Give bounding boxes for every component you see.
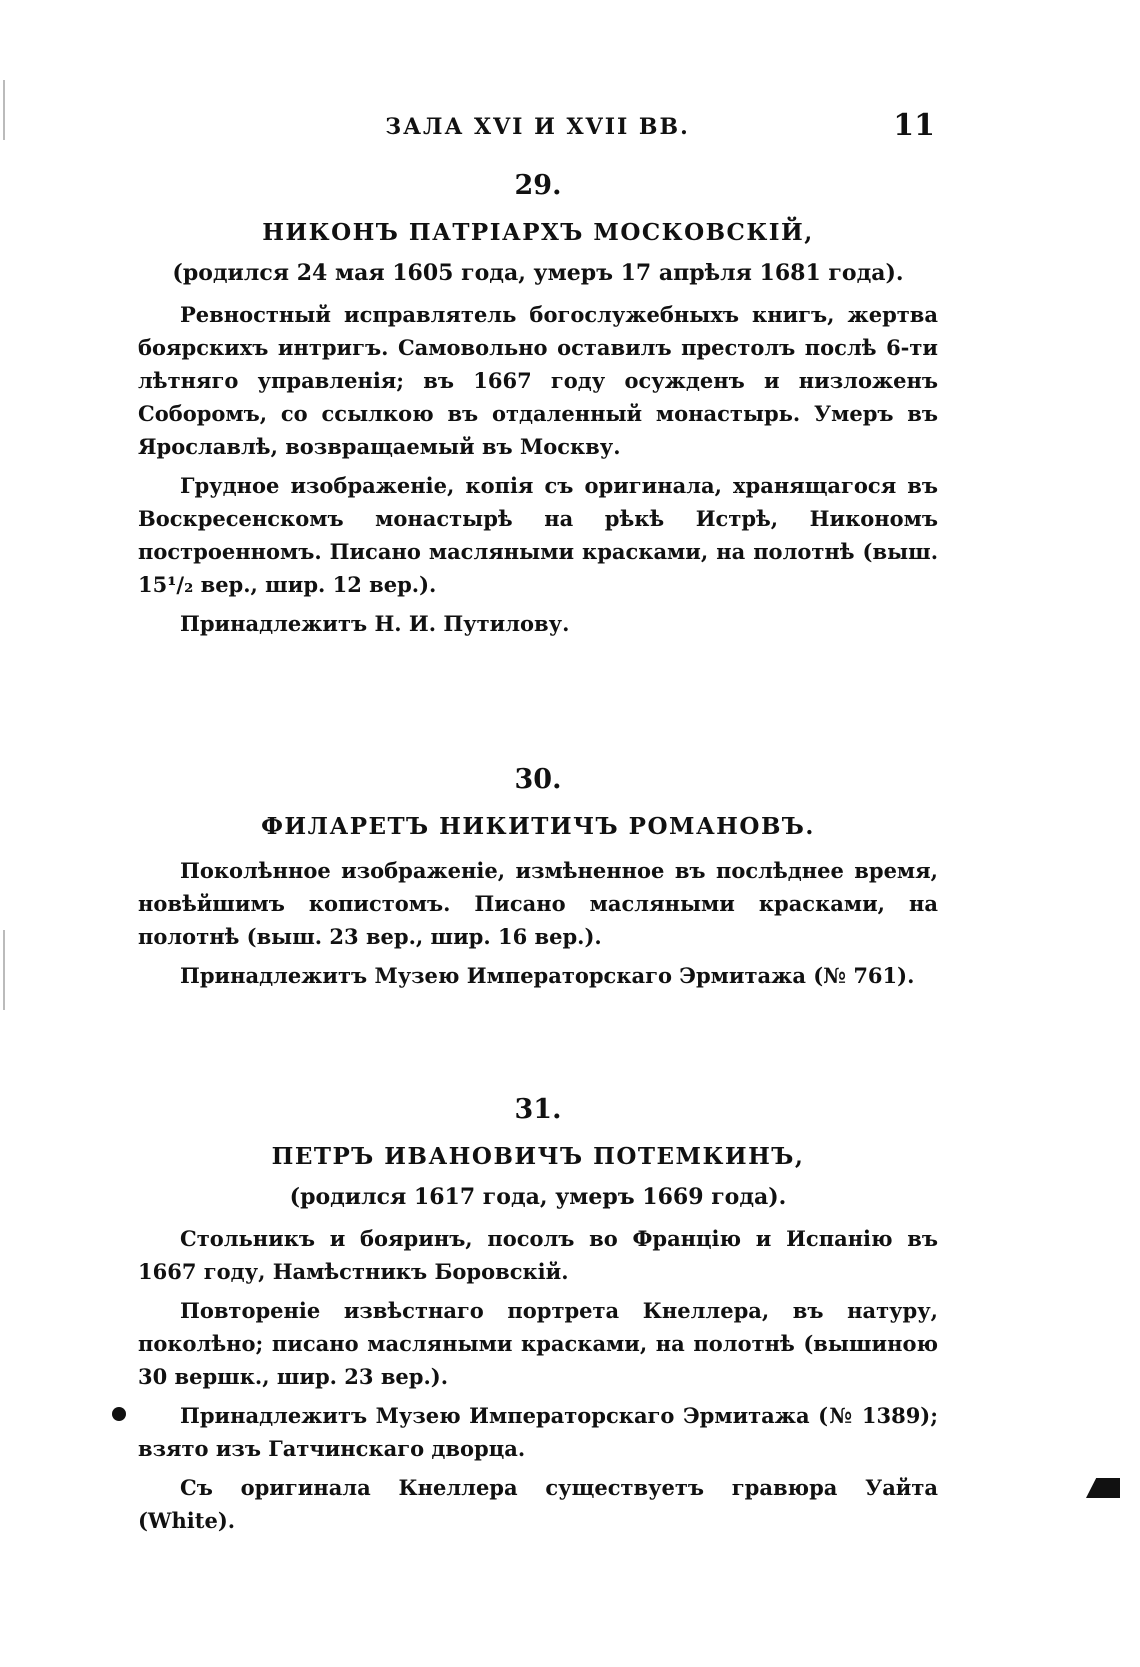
entry-dates: (родился 1617 года, умеръ 1669 года).: [289, 1184, 787, 1210]
entry-paragraph: Ревностный исправлятель богослужебныхъ книгъ, жертва боярскихъ интригъ. Самовольно оставилъ престолъ послѣ 6-ти лѣтняго управленія; въ 1667 году осужденъ и низложенъ Соборомъ, со ссылкою въ отдаленный монастырь. Умеръ въ Ярославлѣ, возвращаемый въ Москву.: [138, 302, 938, 459]
entry-paragraph: Повтореніе извѣстнаго портрета Кнеллера, въ натуру, поколѣно; писано масляными красками, на полотнѣ (вышиною 30 вершк., шир. 23 вер.).: [138, 1298, 938, 1389]
page-number: 11: [893, 108, 935, 143]
running-title: ЗАЛА XVI И XVII ВВ.: [385, 114, 690, 140]
entry-paragraph: Принадлежитъ Музею Императорскаго Эрмитажа (№ 761).: [180, 963, 915, 988]
entry-31: [138, 1094, 938, 1543]
running-head: [140, 108, 935, 148]
marked-paragraph: [138, 1399, 938, 1465]
entry-paragraph: Стольникъ и бояринъ, посолъ во Францію и Испанію въ 1667 году, Намѣстникъ Боровскій.: [138, 1226, 938, 1284]
entry-paragraph: Принадлежитъ Н. И. Путилову.: [180, 611, 570, 636]
bullet-mark-icon: [112, 1407, 126, 1421]
entry-number: 30.: [514, 764, 562, 795]
entry-name: ПЕТРЪ ИВАНОВИЧЪ ПОТЕМКИНЪ,: [271, 1143, 805, 1170]
entry-29: [138, 170, 938, 646]
entry-number: 29.: [514, 170, 562, 201]
entry-dates: (родился 24 мая 1605 года, умеръ 17 апрѣля 1681 года).: [172, 260, 904, 286]
entry-paragraph: Принадлежитъ Музею Императорскаго Эрмитажа (№ 1389); взято изъ Гатчинскаго дворца.: [138, 1403, 938, 1461]
scan-edge-line: [3, 80, 5, 140]
entry-paragraph: Грудное изображеніе, копія съ оригинала, хранящагося въ Воскресенскомъ монастырѣ на рѣкѣ Истрѣ, Никономъ построенномъ. Писано масляными красками, на полотнѣ (выш. 15¹/₂ вер., шир. 12 вер.).: [138, 473, 938, 597]
entry-30: [138, 764, 938, 998]
printer-mark-icon: [1086, 1478, 1120, 1498]
entry-name: ФИЛАРЕТЪ НИКИТИЧЪ РОМАНОВЪ.: [261, 813, 815, 840]
entry-paragraph: Поколѣнное изображеніе, измѣненное въ послѣднее время, новѣйшимъ копистомъ. Писано масляными красками, на полотнѣ (выш. 23 вер., шир. 16 вер.).: [138, 858, 938, 949]
scan-edge-line: [3, 930, 5, 1010]
entry-name: НИКОНЪ ПАТРІАРХЪ МОСКОВСКІЙ,: [262, 219, 814, 246]
entry-paragraph: Съ оригинала Кнеллера существуетъ гравюра Уайта (White).: [138, 1475, 938, 1533]
entry-number: 31.: [514, 1094, 562, 1125]
